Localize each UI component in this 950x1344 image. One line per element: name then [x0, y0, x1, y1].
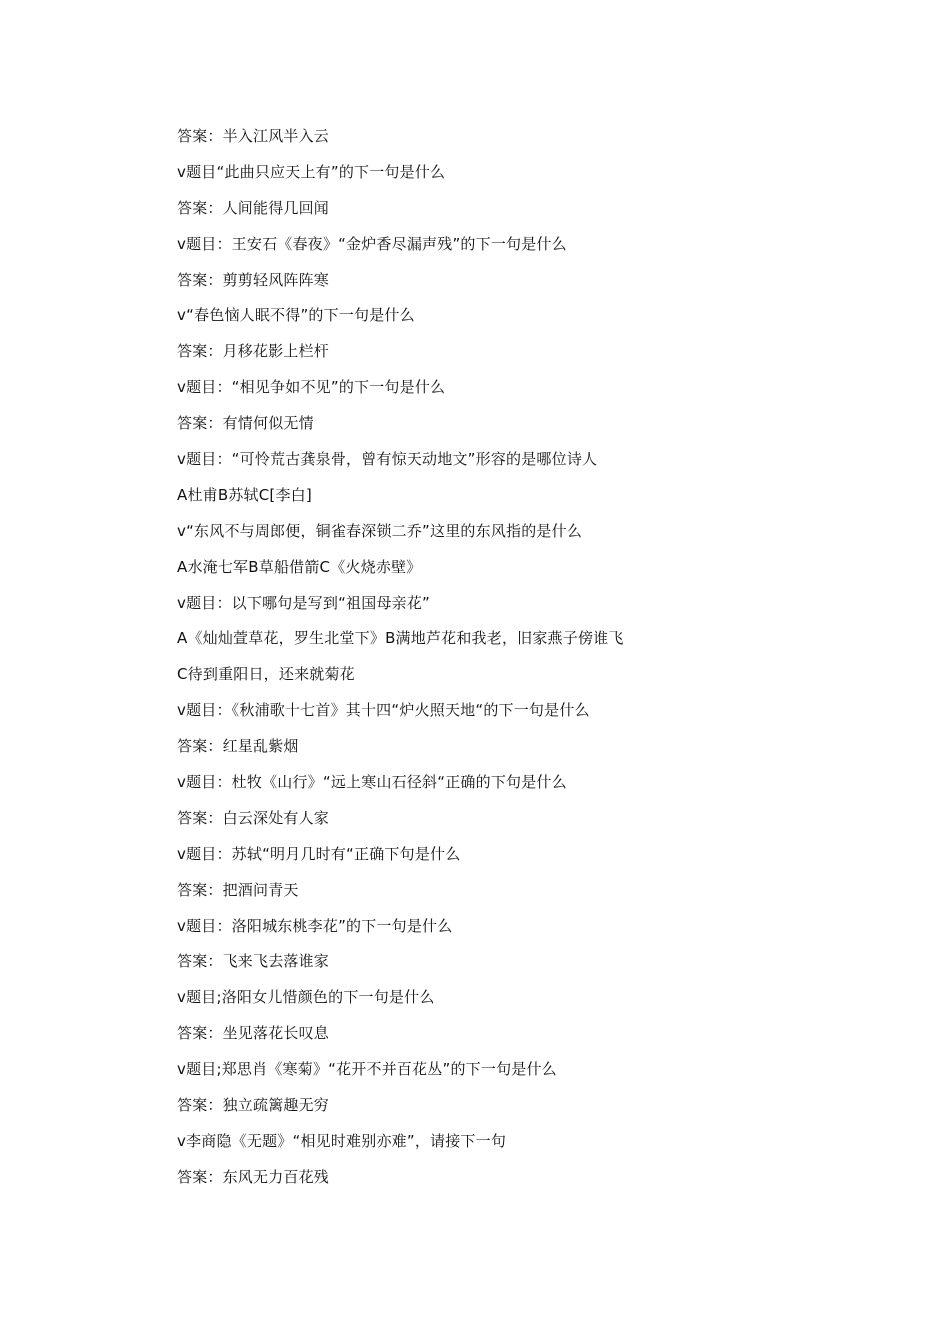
question-line: v题目：杜牧《山行》“远上寒山石径斜“正确的下句是什么: [177, 773, 567, 792]
answer-line: 答案：红星乱紫烟: [177, 737, 299, 756]
question-line: v题目;洛阳女儿惜颜色的下一句是什么: [177, 988, 435, 1007]
answer-line: 答案：飞来飞去落谁家: [177, 952, 330, 971]
question-line: v题目：王安石《春夜》“金炉香尽漏声残”的下一句是什么: [177, 234, 567, 253]
question-line: v题目：《秋浦歌十七首》其十四“炉火照天地“的下一句是什么: [177, 701, 590, 720]
answer-line: 答案：人间能得几回闻: [177, 198, 330, 217]
question-line: v题目：洛阳城东桃李花”的下一句是什么: [177, 916, 453, 935]
answer-line: 答案：把酒问青天: [177, 880, 299, 899]
question-line: v题目：“可怜荒古龚泉骨，曾有惊天动地文”形容的是哪位诗人: [177, 450, 598, 469]
answer-line: 答案：坐见落花长叹息: [177, 1024, 330, 1043]
answer-line: 答案：剪剪轻风阵阵寒: [177, 270, 330, 289]
question-line: v题目：“相见争如不见”的下一句是什么: [177, 378, 446, 397]
options-line: C待到重阳日，还来就菊花: [177, 665, 355, 684]
answer-line: 答案：半入江风半入云: [177, 127, 330, 145]
options-line: A水淹七军B草船借箭C《火烧赤壁》: [177, 557, 422, 576]
question-line: v题目“此曲只应天上有”的下一句是什么: [177, 162, 446, 181]
options-line: A杜甫B苏轼C[李白]: [177, 485, 312, 504]
answer-line: 答案：月移花影上栏杆: [177, 342, 330, 361]
answer-line: 答案：有情何似无情: [177, 414, 314, 433]
question-line: v“春色恼人眠不得”的下一句是什么: [177, 306, 415, 325]
question-line: v题目：以下哪句是写到“祖国母亲花”: [177, 593, 431, 612]
question-line: v题目;郑思肖《寒菊》“花开不并百花丛”的下一句是什么: [177, 1060, 557, 1079]
answer-line: 答案：东风无力百花残: [177, 1167, 330, 1186]
document-body: [177, 124, 897, 1201]
answer-line: 答案：独立疏篱趣无穷: [177, 1096, 330, 1115]
question-line: v李商隐《无题》“相见时难别亦难”，请接下一句: [177, 1131, 507, 1150]
options-line: A《灿灿萱草花，罗生北堂下》B满地芦花和我老，旧家燕子傍谁飞: [177, 629, 624, 648]
question-line: v题目：苏轼“明月几时有“正确下句是什么: [177, 844, 461, 863]
question-line: v“东风不与周郎便，铜雀春深锁二乔”这里的东风指的是什么: [177, 521, 583, 540]
answer-line: 答案：白云深处有人家: [177, 808, 330, 827]
